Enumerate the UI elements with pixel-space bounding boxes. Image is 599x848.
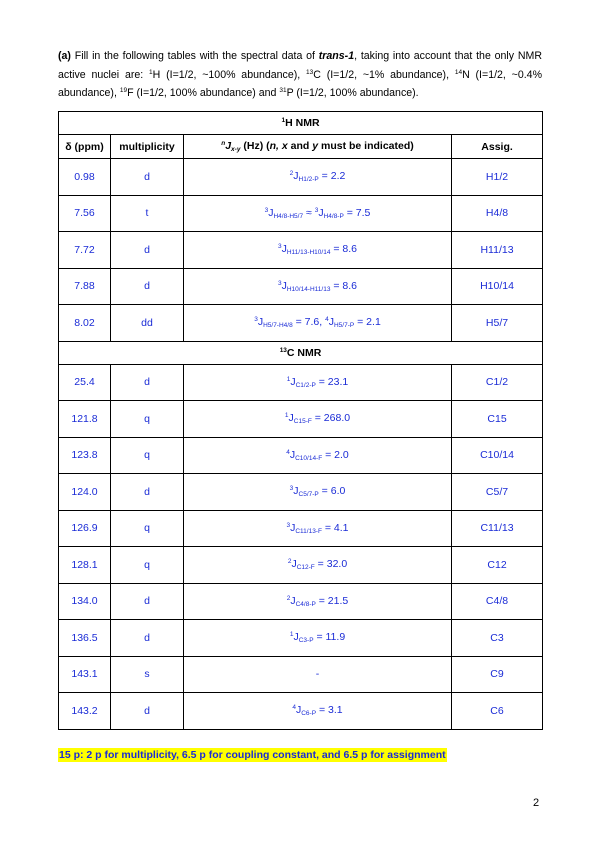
- header-coupling-vars: n, x: [269, 140, 288, 152]
- c-nmr-shift-cell: 124.0: [59, 474, 111, 511]
- page-number: 2: [533, 797, 540, 809]
- h-nmr-shift-cell: 0.98: [59, 159, 111, 196]
- h-nmr-assignment-cell: H5/7: [452, 305, 543, 342]
- c-nmr-multiplicity-cell: q: [111, 401, 184, 438]
- part-label: (a): [58, 50, 71, 62]
- h-nmr-multiplicity-cell: dd: [111, 305, 184, 342]
- coupling-value: = 8.6: [330, 279, 358, 292]
- coupling-value: = 23.1: [315, 375, 349, 388]
- table-row: [59, 510, 543, 547]
- c-nmr-assignment-cell: C12: [452, 547, 543, 584]
- c-nmr-multiplicity-cell: q: [111, 437, 184, 474]
- c-nmr-coupling-cell: [184, 583, 452, 620]
- h-nmr-shift-cell: 7.56: [59, 195, 111, 232]
- h-nmr-shift-cell: 8.02: [59, 305, 111, 342]
- header-coupling-tail: must be indicated): [318, 140, 414, 152]
- c-nmr-shift-cell: 136.5: [59, 620, 111, 657]
- coupling-j: J: [293, 170, 299, 183]
- c-nmr-assignment-cell: C3: [452, 620, 543, 657]
- header-coupling-and: and: [287, 140, 313, 152]
- table-row: [59, 268, 543, 305]
- c-nmr-multiplicity-cell: s: [111, 656, 184, 693]
- coupling-nuclei: C6-P: [301, 710, 317, 718]
- header-coupling-y: y: [312, 140, 319, 152]
- coupling-value: = 11.9: [313, 631, 346, 644]
- c-nmr-assignment-cell: C6: [452, 693, 543, 730]
- h-nmr-multiplicity-cell: d: [111, 232, 184, 269]
- coupling-order: 3: [286, 521, 291, 529]
- coupling-nuclei: H5/7-H4/8: [263, 322, 293, 330]
- coupling-j: J: [268, 206, 274, 219]
- c-nmr-coupling-cell: [184, 693, 452, 730]
- c-nmr-coupling-cell: [184, 620, 452, 657]
- header-assignment: Assig.: [452, 135, 543, 159]
- coupling-j: J: [289, 448, 296, 461]
- c-nmr-shift-cell: 143.1: [59, 656, 111, 693]
- coupling-j: J: [281, 279, 287, 292]
- c-nmr-assignment-cell: C4/8: [452, 583, 543, 620]
- c-nmr-coupling-cell: [184, 364, 452, 401]
- c-nmr-shift-cell: 25.4: [59, 364, 111, 401]
- coupling-order: 3: [277, 279, 282, 287]
- coupling-order: 3: [254, 316, 258, 324]
- header-coupling-j: J: [225, 140, 232, 152]
- table-row: [59, 656, 543, 693]
- coupling-order: 3: [289, 485, 294, 493]
- h-nmr-title-text: H NMR: [285, 117, 320, 129]
- nucleus-5-text: P (I=1/2, 100% abundance).: [286, 87, 419, 99]
- coupling-nuclei: C10/14-F: [295, 454, 323, 462]
- h-nmr-shift-cell: 7.72: [59, 232, 111, 269]
- coupling-j: J: [293, 485, 299, 498]
- header-coupling-sub: x-y: [231, 146, 241, 153]
- c-nmr-shift-cell: 128.1: [59, 547, 111, 584]
- h-nmr-title: [59, 112, 543, 135]
- coupling-nuclei: C4/8-P: [295, 600, 316, 608]
- c-nmr-multiplicity-cell: d: [111, 620, 184, 657]
- coupling-order: 4: [325, 316, 329, 324]
- table-row: [59, 195, 543, 232]
- table-row: [59, 437, 543, 474]
- table-row: [59, 401, 543, 438]
- coupling-order: 4: [292, 704, 296, 712]
- coupling-value: = 4.1: [321, 521, 349, 534]
- coupling-order: 1: [286, 375, 291, 383]
- coupling-j: J: [290, 594, 296, 607]
- c-nmr-coupling-cell: [184, 547, 452, 584]
- coupling-j: J: [288, 412, 294, 425]
- coupling-order: 1: [289, 631, 294, 639]
- header-multiplicity: multiplicity: [111, 135, 184, 159]
- c-nmr-title-row: [59, 341, 543, 364]
- h-nmr-coupling-cell: [184, 195, 452, 232]
- nucleus-3-mass: 14: [454, 68, 463, 76]
- c-nmr-assignment-cell: C9: [452, 656, 543, 693]
- h-nmr-assignment-cell: H10/14: [452, 268, 543, 305]
- coupling-j: J: [257, 316, 264, 329]
- c-nmr-title: [59, 341, 543, 364]
- coupling-value: = 21.5: [315, 594, 349, 607]
- intro-text-2: , taking into account that the only NMR active nuclei are:: [58, 50, 542, 81]
- nucleus-3-text: N (I=1/2, ~0.4% abundance),: [58, 68, 542, 99]
- h-nmr-multiplicity-cell: d: [111, 268, 184, 305]
- h-nmr-title-row: [59, 112, 543, 135]
- c-nmr-shift-cell: 121.8: [59, 401, 111, 438]
- coupling-nuclei: C12-F: [296, 564, 315, 572]
- coupling-j: J: [318, 206, 324, 219]
- c-nmr-coupling-cell: [184, 437, 452, 474]
- table-row: [59, 364, 543, 401]
- c-nmr-multiplicity-cell: d: [111, 364, 184, 401]
- table-row: [59, 547, 543, 584]
- nmr-table: [58, 111, 543, 730]
- coupling-nuclei: H11/13-H10/14: [286, 249, 331, 257]
- coupling-value: = 6.0: [318, 485, 346, 498]
- coupling-nuclei: H10/14-H11/13: [286, 285, 331, 293]
- h-nmr-multiplicity-cell: d: [111, 159, 184, 196]
- coupling-order: 3: [314, 206, 319, 214]
- h-nmr-assignment-cell: H1/2: [452, 159, 543, 196]
- table-row: [59, 620, 543, 657]
- c-nmr-assignment-cell: C1/2: [452, 364, 543, 401]
- coupling-nuclei: C3-P: [298, 637, 314, 645]
- h-nmr-assignment-cell: H4/8: [452, 195, 543, 232]
- header-shift: δ (ppm): [59, 135, 111, 159]
- coupling-nuclei: H4/8-H5/7: [273, 212, 304, 220]
- coupling-j: J: [293, 631, 299, 644]
- c-nmr-title-mass: 13: [279, 346, 287, 354]
- header-coupling-n: n: [221, 140, 226, 147]
- c-nmr-title-text: C NMR: [286, 346, 322, 359]
- coupling-order: 1: [284, 412, 289, 420]
- h-nmr-multiplicity-cell: t: [111, 195, 184, 232]
- coupling-nuclei: C11/13-F: [295, 527, 322, 535]
- coupling-j: J: [295, 704, 302, 717]
- coupling-j: J: [290, 521, 296, 534]
- c-nmr-multiplicity-cell: d: [111, 583, 184, 620]
- h-nmr-coupling-cell: [184, 159, 452, 196]
- c-nmr-coupling-cell: -: [184, 656, 452, 693]
- coupling-nuclei: C1/2-P: [295, 381, 316, 389]
- coupling-value: = 2.0: [322, 448, 349, 461]
- coupling-j: J: [291, 558, 297, 571]
- table-row: [59, 305, 543, 342]
- c-nmr-assignment-cell: C15: [452, 401, 543, 438]
- coupling-value: = 2.2: [318, 170, 346, 183]
- coupling-order: 2: [286, 594, 291, 602]
- c-nmr-coupling-cell: [184, 401, 452, 438]
- coupling-j: J: [290, 375, 296, 388]
- coupling-order: 3: [264, 206, 269, 214]
- h-nmr-shift-cell: 7.88: [59, 268, 111, 305]
- h-nmr-coupling-cell: [184, 305, 452, 342]
- c-nmr-assignment-cell: C11/13: [452, 510, 543, 547]
- nucleus-4-text: F (I=1/2, 100% abundance) and: [127, 87, 280, 99]
- coupling-value: = 268.0: [311, 412, 351, 425]
- coupling-j: J: [281, 243, 287, 256]
- c-nmr-shift-cell: 123.8: [59, 437, 111, 474]
- table-header-row: [59, 135, 543, 159]
- coupling-nuclei: C15-F: [293, 418, 312, 426]
- table-row: [59, 474, 543, 511]
- c-nmr-shift-cell: 126.9: [59, 510, 111, 547]
- coupling-order: 3: [277, 243, 282, 251]
- nucleus-2-mass: 13: [306, 68, 314, 76]
- h-nmr-coupling-cell: [184, 268, 452, 305]
- coupling-value: = 8.6: [330, 243, 358, 256]
- compound-name: trans-1: [318, 50, 355, 62]
- h-nmr-coupling-cell: [184, 232, 452, 269]
- nucleus-5-mass: 31: [279, 87, 287, 94]
- c-nmr-shift-cell: 143.2: [59, 693, 111, 730]
- coupling-order: 2: [287, 558, 292, 566]
- header-coupling: [184, 135, 452, 159]
- coupling-nuclei: H1/2-P: [298, 176, 319, 184]
- coupling-order: 4: [286, 448, 290, 456]
- c-nmr-multiplicity-cell: q: [111, 547, 184, 584]
- table-row: [59, 159, 543, 196]
- nucleus-4-mass: 19: [119, 87, 128, 94]
- table-row: [59, 583, 543, 620]
- coupling-value: ≈: [303, 206, 315, 219]
- coupling-value: = 7.6,: [292, 316, 326, 329]
- coupling-value: = 2.1: [354, 316, 381, 329]
- table-row: [59, 693, 543, 730]
- coupling-value: = 7.5: [343, 206, 371, 219]
- header-coupling-rest: (Hz) (: [240, 140, 270, 152]
- c-nmr-multiplicity-cell: d: [111, 693, 184, 730]
- c-nmr-assignment-cell: C5/7: [452, 474, 543, 511]
- c-nmr-coupling-cell: [184, 510, 452, 547]
- c-nmr-shift-cell: 134.0: [59, 583, 111, 620]
- c-nmr-multiplicity-cell: d: [111, 474, 184, 511]
- c-nmr-coupling-cell: [184, 474, 452, 511]
- coupling-nuclei: H5/7-P: [333, 322, 355, 330]
- scoring-note: 15 p: 2 p for multiplicity, 6.5 p for coupling constant, and 6.5 p for assignment: [59, 749, 446, 761]
- h-nmr-title-mass: 1: [281, 117, 286, 124]
- coupling-j: J: [328, 316, 334, 329]
- c-nmr-assignment-cell: C10/14: [452, 437, 543, 474]
- nucleus-1-mass: 1: [149, 68, 153, 76]
- question-intro: [58, 48, 542, 102]
- coupling-nuclei: C5/7-P: [298, 491, 319, 499]
- coupling-value: = 3.1: [316, 704, 343, 717]
- coupling-nuclei: H4/8-P: [323, 212, 344, 220]
- intro-text-1: Fill in the following tables with the spectral data of: [70, 50, 319, 62]
- c-nmr-multiplicity-cell: q: [111, 510, 184, 547]
- nucleus-1-text: H (I=1/2, ~100% abundance),: [152, 68, 307, 81]
- coupling-value: = 32.0: [314, 558, 348, 571]
- coupling-order: 2: [289, 170, 294, 178]
- h-nmr-assignment-cell: H11/13: [452, 232, 543, 269]
- table-row: [59, 232, 543, 269]
- nucleus-2-text: C (I=1/2, ~1% abundance),: [313, 68, 455, 81]
